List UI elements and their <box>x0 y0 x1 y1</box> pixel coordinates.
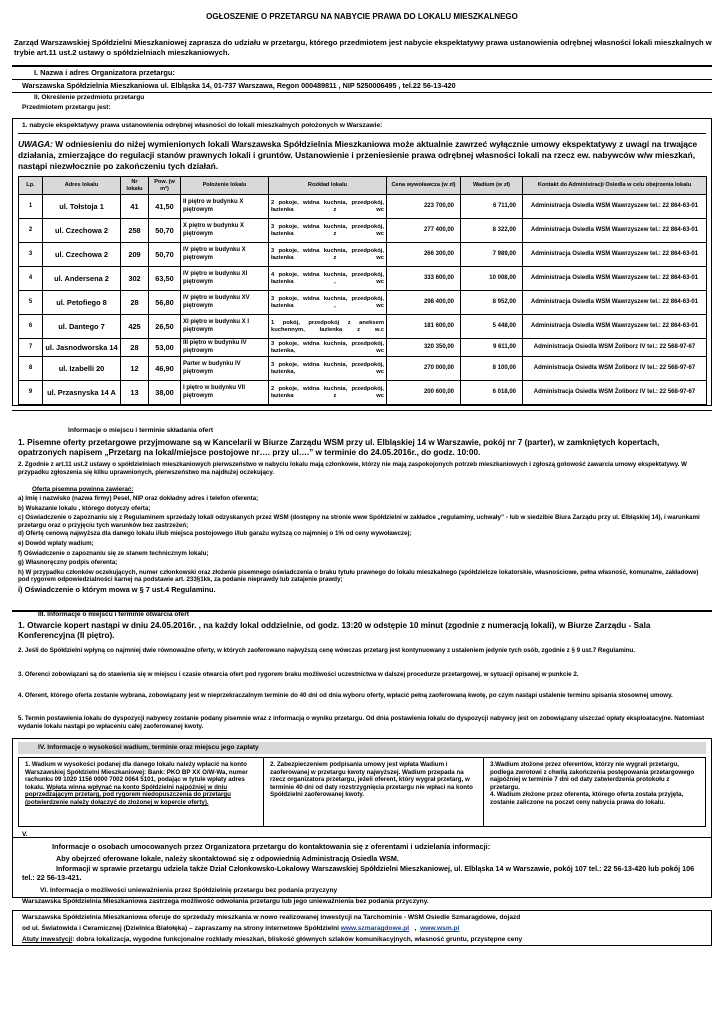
table-row <box>19 195 707 219</box>
address-cell: ul. Andersena 2 <box>43 267 121 291</box>
uwaga-text: W odniesieniu do niżej wymienionych lokali Warszawska Spółdzielnia Mieszkaniowa może aktualnie zawrzeć wyłącznie umowy ekspektatywy z uwagi na trwające działania, zmierzające do regulacji stanów prawnych lokali i gruntów. Ustanowienie i przeniesienie prawa odrębnej własności lokali na rzecz ew. nabywców w/w mieszkań, nastąpi niezwłocznie po zakończeniu tych działań. <box>18 139 698 171</box>
layout-cell: 2 pokoje, widna kuchnia, przedpokój, łazienka z wc <box>269 195 387 219</box>
offers-paragraph-1: 1. Pisemne oferty przetargowe przyjmowane są w Kancelarii w Biurze Zarządu WSM przy ul. Elbląskiej 14 w Warszawie, pokój nr 7 (parter), w zamkniętych kopertach, opatrzonych napisem „Przetarg na lokal/miejsce postojowe nr…. przy ul….” w terminie do 24.05.2016r., do godz. 10:00. <box>18 438 660 457</box>
offer-requirement-item: f) Oświadczenie o zapoznaniu się ze stanem technicznym lokalu; <box>18 549 209 557</box>
deposit-deadline-text: Wpłata winna wpłynąć na konto Spółdzielni najpóźniej w dniu poprzedzającym przetarg, pod rygorem niedopuszczenia do przetargu (potwierdzenie należy dołączyć do złożonej w kopercie oferty). <box>25 783 231 806</box>
deposit-cell: 9 611,00 <box>461 339 523 357</box>
price-cell: 333 600,00 <box>387 267 461 291</box>
row-number: 8 <box>19 357 43 381</box>
offer-requirement-item: h) W przypadku członków oczekujących, numer członkowski oraz złożenie pisemnego oświadczenia o braku tytułu prawnego do lokalu mieszkalnego (spółdzielcze lokatorskie, własnościowe, pełna własność, komunalne, zakładowe) pod rygorem odpowiedzialności karnej na podstawie art. 233§1kk, za podanie nieprawdy lub zatajenie prawdy; <box>18 568 699 584</box>
column-header: Rozkład lokalu <box>269 177 387 195</box>
layout-cell: 3 pokoje, widna kuchnia, przedpokój, łazienka, wc <box>269 339 387 357</box>
organizer-details: Warszawska Spółdzielnia Mieszkaniowa ul. Elbląska 14, 01-737 Warszawa, Regon 000489811 , NIP 5250006495 , tel.22 56-13-420 <box>22 81 456 90</box>
contact-cell: Administracja Osiedla WSM Wawrzyszew tel.: 22 864-63-01 <box>523 291 707 315</box>
area-cell: 46,90 <box>149 357 181 381</box>
offer-requirement-item: e) Dowód wpłaty wadium; <box>18 539 94 547</box>
price-cell: 277 400,00 <box>387 219 461 243</box>
row-number: 5 <box>19 291 43 315</box>
table-row <box>19 381 707 405</box>
location-cell: Parter w budynku IV piętrowym <box>181 357 269 381</box>
area-cell: 50,70 <box>149 243 181 267</box>
deposit-cell: 7 989,00 <box>461 243 523 267</box>
offer-requirement-item: b) Wskazanie lokalu , którego dotyczy oferta; <box>18 504 151 512</box>
table-row <box>19 243 707 267</box>
deposit-cell: 10 008,00 <box>461 267 523 291</box>
row-number: 6 <box>19 315 43 339</box>
column-header: Cena wywoławcza (w zł) <box>387 177 461 195</box>
opening-paragraph-2: 2. Jeśli do Spółdzielni wpłyną co najmniej dwie równoważne oferty, w których zaoferowano najwyższą cenę wówczas przetarg jest kontynuowany z ustaleniem jedynie tych osób, zgodnie z § 9 ust.7 Regulaminu. <box>18 647 636 654</box>
advantages-text: : dobra lokalizacja, wygodne funkcjonalne rozkłady mieszkań, bliskość głównych szlaków komunikacyjnych, własność gruntu, przystępne ceny <box>72 936 523 943</box>
column-header: Kontakt do Administracji Osiedla w celu obejrzenia lokalu <box>523 177 707 195</box>
location-cell: II piętro w budynku X piętrowym <box>181 195 269 219</box>
wsm-link[interactable]: www.wsm.pl <box>420 925 460 932</box>
layout-cell: 3 pokoje, widna kuchnia, przedpokój, łazienka z wc <box>269 243 387 267</box>
row-number: 7 <box>19 339 43 357</box>
price-cell: 200 600,00 <box>387 381 461 405</box>
offer-contents-heading: Oferta pisemna powinna zawierać: <box>32 486 134 493</box>
deposit-cell: 6 711,00 <box>461 195 523 219</box>
cancellation-text: Warszawska Spółdzielnia Mieszkaniowa zastrzega możliwość odwołania przetargu lub jego unieważnienia bez podania przyczyny. <box>22 898 429 905</box>
divider <box>18 133 706 134</box>
unit-number-cell: 41 <box>121 195 149 219</box>
section2-subheading: Przedmiotem przetargu jest: <box>22 104 111 111</box>
szmaragdowe-link[interactable]: www.szmaragdowe.pl <box>340 925 410 932</box>
opening-heading: III. Informacje o miejscu i terminie otwarcia ofert <box>38 611 189 618</box>
unit-number-cell: 302 <box>121 267 149 291</box>
unit-number-cell: 28 <box>121 291 149 315</box>
price-cell: 298 400,00 <box>387 291 461 315</box>
area-cell: 53,00 <box>149 339 181 357</box>
address-cell: ul. Petofiego 8 <box>43 291 121 315</box>
deposit-cell: 8 952,00 <box>461 291 523 315</box>
cancellation-heading: VI. Informacja o możliwości unieważnienia przez Spółdzielnię przetargu bez podania przyczyny <box>40 887 338 894</box>
footer-separator: , <box>409 925 421 932</box>
contact-cell: Administracja Osiedla WSM Wawrzyszew tel.: 22 864-63-01 <box>523 315 707 339</box>
location-cell: IV piętro w budynku XV piętrowym <box>181 291 269 315</box>
deposit-box-2 <box>264 757 484 827</box>
address-cell: ul. Czechowa 2 <box>43 243 121 267</box>
contact-cell: Administracja Osiedla WSM Wawrzyszew tel.: 22 864-63-01 <box>523 219 707 243</box>
contacts-roman: V. <box>22 831 28 838</box>
address-cell: ul. Dantego 7 <box>43 315 121 339</box>
footer-line-1: Warszawska Spółdzielnia Mieszkaniowa oferuje do sprzedaży mieszkania w nowo realizowanej inwestycji na Tarchominie - WSM Osiedle Szmaragdowe, dojazd <box>22 914 521 921</box>
address-cell: ul. Izabelli 20 <box>43 357 121 381</box>
opening-paragraph-3: 3. Oferenci zobowiązani są do stawienia się w miejscu i czasie otwarcia ofert pod rygorem braku możliwości uczestnictwa w dalszej procedurze przetargowej, w sytuacji opisanej w punkcie 2. <box>18 671 579 678</box>
location-cell: X piętro w budynku X piętrowym <box>181 219 269 243</box>
contact-cell: Administracja Osiedla WSM Wawrzyszew tel.: 22 864-63-01 <box>523 243 707 267</box>
deposit-cell: 5 448,00 <box>461 315 523 339</box>
offers-paragraph-2: 2. Zgodnie z art.11 ust.2 ustawy o spółdzielniach mieszkaniowych pierwszeństwo w nabyciu lokalu mają członkowie, którzy nie mają zaspokojonych potrzeb mieszkaniowych i zgłoszą gotowość zawarcia umowy ekspektatywy. W przypadku zgłoszenia się kilku uprawnionych, pierwszeństwo ma najdłużej oczekujący. <box>18 461 688 476</box>
opening-paragraph-5: 5. Termin postawienia lokalu do dyspozycji nabywcy zostanie podany pisemnie wraz z informacją o wyniku przetargu. Od dnia postawienia lokalu do dyspozycji nabywcy jest on zobowiązany uiszczać opłaty eksploatacyjne. Natomiast wydanie lokalu nastąpi po wpłaceniu całej zaoferowanej kwoty. <box>18 715 705 730</box>
location-cell: III piętro w budynku IV piętrowym <box>181 339 269 357</box>
column-header: Nr lokalu <box>121 177 149 195</box>
layout-cell: 3 pokoje, widna kuchnia, przedpokój, łazienka , wc <box>269 291 387 315</box>
address-cell: ul. Jasnodworska 14 <box>43 339 121 357</box>
row-number: 2 <box>19 219 43 243</box>
unit-number-cell: 28 <box>121 339 149 357</box>
footer-line-2 <box>22 925 459 933</box>
row-number: 1 <box>19 195 43 219</box>
location-cell: IV piętro w budynku XI piętrowym <box>181 267 269 291</box>
column-header: Położenie lokalu <box>181 177 269 195</box>
opening-paragraph-1: 1. Otwarcie kopert nastąpi w dniu 24.05.2016r. , na każdy lokal oddzielnie, od godz. 13:20 w odstępie 10 minut (zgodnie z numeracją lokali), w Biurze Zarządu - Sala Konferencyjna (II piętro). <box>18 621 651 640</box>
location-cell: IV piętro w budynku X piętrowym <box>181 243 269 267</box>
area-cell: 63,50 <box>149 267 181 291</box>
contacts-paragraph-1: Aby obejrzeć oferowane lokale, należy skontaktować się z odpowiednią Administracją Osiedla WSM. <box>56 854 399 863</box>
layout-cell: 1 pokój, przedpokój z aneksem kuchennym, łazienka z w.c <box>269 315 387 339</box>
deposit-heading: IV. Informacje o wysokości wadium, terminie oraz miejscu jego zapłaty <box>18 742 706 754</box>
deposit-box-3 <box>484 757 706 827</box>
column-header: Lp. <box>19 177 43 195</box>
column-header: Pow. (w m²) <box>149 177 181 195</box>
table-row <box>19 267 707 291</box>
deposit-security-text: 2. Zabezpieczeniem podpisania umowy jest wpłata Wadium i zaoferowanej w przetargu kwoty najwyższej. Wadium przepada na rzecz organizatora przetargu, jeżeli oferent, który wygrał przetarg, w terminie 40 dni od daty rozstrzygnięcia przetargu nie wpłaci na konto Spółdzielni zaoferowanej kwoty. <box>270 761 473 799</box>
column-header: Adres lokalu <box>43 177 121 195</box>
contacts-heading: Informacje o osobach umocowanych przez Organizatora przetargu do kontaktowania się z oferentami i udzielania informacji: <box>52 842 491 851</box>
contacts-paragraph-2: Informacji w sprawie przetargu udziela także Dział Członkowsko-Lokalowy Warszawskiej Spółdzielni Mieszkaniowej, ul. Elbląska 14 w Warszawie, pokój 107 tel.: 22 56-13-420 lub pokój 106 tel.: 22 56-13-421. <box>22 864 695 882</box>
area-cell: 50,70 <box>149 219 181 243</box>
deposit-boxes <box>18 757 706 827</box>
uwaga-label: UWAGA: <box>18 139 53 149</box>
unit-number-cell: 209 <box>121 243 149 267</box>
deposit-payment-text: 1. Wadium w wysokości podanej dla danego lokalu należy wpłacić na konto Warszawskiej Spółdzielni Mieszkaniowej: Bank: PKO BP XX O/W-Wa, numer rachunku 09 1020 1156 0000 7002 0064 5101, podając w tytule wpłaty adres lokalu. <box>25 761 248 791</box>
offer-requirement-item: i) Oświadczenie o którym mowa w § 7 ust.4 Regulaminu. <box>18 584 216 594</box>
area-cell: 56,80 <box>149 291 181 315</box>
contact-cell: Administracja Osiedla WSM Wawrzyszew tel.: 22 864-63-01 <box>523 267 707 291</box>
contact-cell: Administracja Osiedla WSM Żoliborz IV tel.: 22 568-97-67 <box>523 339 707 357</box>
offer-requirement-item: g) Własnoręczny podpis oferenta; <box>18 559 118 567</box>
address-cell: ul. Tołstoja 1 <box>43 195 121 219</box>
contact-cell: Administracja Osiedla WSM Żoliborz IV tel.: 22 568-97-67 <box>523 357 707 381</box>
offer-requirements-list <box>18 495 706 596</box>
location-cell: I piętro w budynku VII piętrowym <box>181 381 269 405</box>
divider <box>12 65 712 67</box>
price-cell: 270 000,00 <box>387 357 461 381</box>
offer-requirement-item: a) Imię i nazwisko (nazwa firmy) Pesel, NIP oraz dokładny adres i telefon oferenta; <box>18 495 259 502</box>
page-title: OGŁOSZENIE O PRZETARGU NA NABYCIE PRAWA DO LOKALU MIESZKALNEGO <box>206 12 518 21</box>
row-number: 3 <box>19 243 43 267</box>
deposit-cell: 8 322,00 <box>461 219 523 243</box>
contact-cell: Administracja Osiedla WSM Żoliborz IV tel.: 22 568-97-67 <box>523 381 707 405</box>
layout-cell: 4 pokoje, widna kuchnia, przedpokój, łazienka , wc <box>269 267 387 291</box>
intro-paragraph: Zarząd Warszawskiej Spółdzielni Mieszkaniowej zaprasza do udziału w przetargu, którego przedmiotem jest nabycie ekspektatywy prawa ustanowienia odrębnej własności lokali mieszkalnych w trybie art.11 ust.2 ustawy o spółdzielniach mieszkaniowych. <box>14 38 712 57</box>
property-table <box>18 176 707 405</box>
column-header: Wadium (w zł) <box>461 177 523 195</box>
deposit-credit-text: 4. Wadium złożone przez oferenta, którego oferta została przyjęta, zostanie zaliczone na poczet ceny nabycia prawa do lokalu. <box>490 791 684 806</box>
address-cell: ul. Czechowa 2 <box>43 219 121 243</box>
footer-line-2-text: od ul. Światowida i Ceramicznej (Dzielnica Białołęka) – zapraszamy na strony internetowe Spółdzielni <box>22 925 341 932</box>
table-row <box>19 291 707 315</box>
advantages-label: Atuty inwestycji <box>22 936 73 943</box>
opening-paragraph-4: 4. Oferent, którego oferta zostanie wybrana, zobowiązany jest w nieprzekraczalnym terminie do 40 dni od dnia wyboru oferty, wpłacić pełną zaoferowaną kwotę, po czym nastąpi ustalenie terminu spisania stosownej umowy. <box>18 692 673 699</box>
price-cell: 266 300,00 <box>387 243 461 267</box>
table-row <box>19 315 707 339</box>
subject-item: 1. nabycie ekspektatywy prawa ustanowienia odrębnej własności do lokali mieszkalnych położonych w Warszawie: <box>22 122 383 129</box>
row-number: 9 <box>19 381 43 405</box>
row-number: 4 <box>19 267 43 291</box>
deposit-refund-text: 3.Wadium złożone przez oferentów, którzy nie wygrali przetargu, podlega zwrotowi z chwilą zakończenia postępowania przetargowego najpóźniej w terminie 7 dni od daty zatwierdzenia protokołu z przetargu. <box>490 761 695 791</box>
divider <box>12 92 712 93</box>
layout-cell: 3 pokoje, widna kuchnia, przedpokój, łazienka z wc <box>269 219 387 243</box>
table-row <box>19 219 707 243</box>
area-cell: 26,50 <box>149 315 181 339</box>
divider <box>12 79 712 80</box>
price-cell: 223 700,00 <box>387 195 461 219</box>
address-cell: ul. Przasnyska 14 A <box>43 381 121 405</box>
layout-cell: 2 pokoje, widna kuchnia, przedpokój, łazienka z wc <box>269 381 387 405</box>
deposit-box-1 <box>18 757 264 827</box>
offers-heading: Informacje o miejscu i terminie składania ofert <box>68 427 214 434</box>
deposit-cell: 8 100,00 <box>461 357 523 381</box>
deposit-cell: 6 018,00 <box>461 381 523 405</box>
section1-heading: I. Nazwa i adres Organizatora przetargu: <box>34 68 175 77</box>
location-cell: XI piętro w budynku X I piętrowym <box>181 315 269 339</box>
table-row <box>19 357 707 381</box>
layout-cell: 3 pokoje, widna kuchnia, przedpokój, łazienka, wc <box>269 357 387 381</box>
price-cell: 320 350,00 <box>387 339 461 357</box>
table-row <box>19 339 707 357</box>
divider <box>12 410 712 412</box>
unit-number-cell: 425 <box>121 315 149 339</box>
offer-requirement-item: c) Oświadczenie o zapoznaniu się z Regulaminem sprzedaży lokali odzyskanych przez WSM (dostępny na stronie www Spółdzielni w zakładce „regulaminy, uchwały” - lub w siedzibie Biura Zarządu przy ul. Elbląskiej 14), i warunkami przetargu oraz o przyjęciu tych warunków bez zastrzeżeń; <box>18 514 700 529</box>
area-cell: 41,50 <box>149 195 181 219</box>
offer-requirement-item: d) Ofertę cenową najwyższa dla danego lokalu i/lub miejsca postojowego i/lub garażu wyższą co najmniej o 1% od ceny wywoławczej; <box>18 530 412 538</box>
section2-heading: II. Określenie przedmiotu przetargu <box>34 94 145 101</box>
price-cell: 181 600,00 <box>387 315 461 339</box>
unit-number-cell: 13 <box>121 381 149 405</box>
contact-cell: Administracja Osiedla WSM Wawrzyszew tel.: 22 864-63-01 <box>523 195 707 219</box>
unit-number-cell: 12 <box>121 357 149 381</box>
unit-number-cell: 258 <box>121 219 149 243</box>
footer-line-3 <box>22 936 522 944</box>
uwaga-notice <box>18 139 706 172</box>
area-cell: 38,00 <box>149 381 181 405</box>
table-header-row <box>19 177 707 195</box>
